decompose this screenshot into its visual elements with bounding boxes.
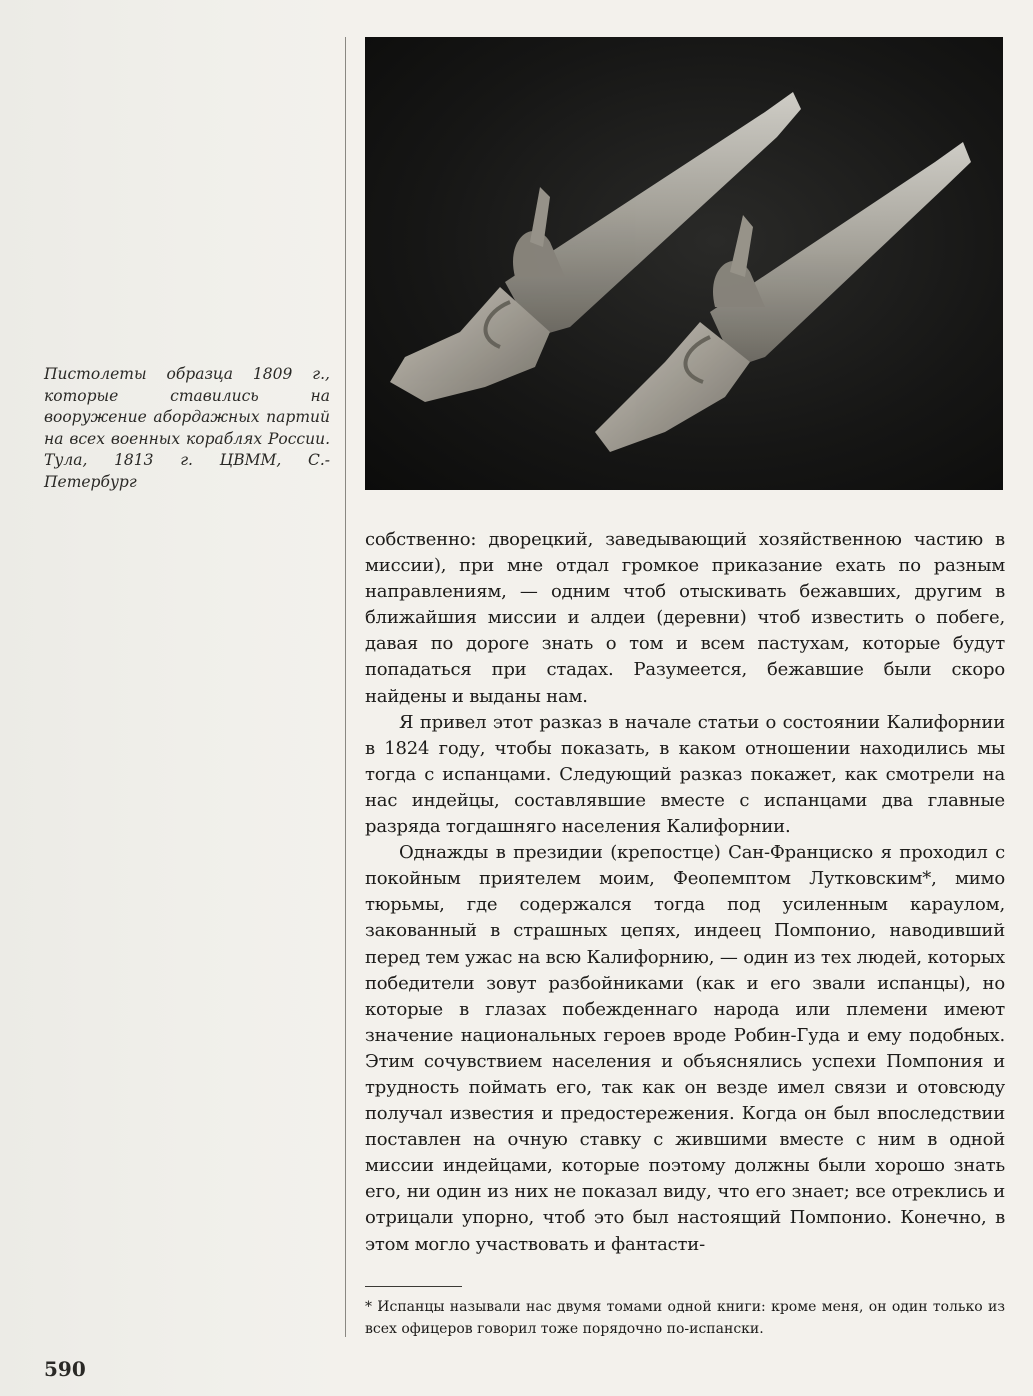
page-number: 590 xyxy=(44,1357,86,1381)
paragraph: Я привел этот разказ в начале статьи о состоянии Калифорнии в 1824 году, чтобы показать, в каком отношении находились мы тогда с испанцами. Следующий разказ покажет, как смотрели на нас индейцы, составлявшие вместе с испанцами два главные разряда тогдашняго населения Калифорнии. xyxy=(365,711,1005,838)
paragraph: собственно: дворецкий, заведывающий хозяйственною частию в миссии), при мне отдал громкое приказание ехать по разным направлениям, — одним чтоб отыскивать бежавших, другим в ближайшия миссии и алдеи (деревни) чтоб известить о побеге, давая по дороге знать о том и всем пастухам, которые будут попадаться при стадах. Разумеется, бежавшие были скоро найдены и выданы нам. xyxy=(365,529,1005,707)
pistols-photo xyxy=(365,37,1003,490)
left-margin-area xyxy=(0,0,340,1396)
footnote: * Испанцы называли нас двумя томами одной книги: кроме меня, он один только из всех офицеров говорил тоже порядочно по-испански. xyxy=(365,1299,1005,1337)
main-text xyxy=(365,527,1005,1258)
photo-caption: Пистолеты образца 1809 г., которые ставились на вооружение абордажных партий на всех военных кораблях России. Тула, 1813 г. ЦВММ, С.-Петербург xyxy=(44,365,330,491)
footnote-rule xyxy=(365,1286,462,1287)
column-divider xyxy=(345,37,346,1337)
paragraph: Однажды в президии (крепостце) Сан-Франциско я проходил с покойным приятелем моим, Феопемптом Лутковским*, мимо тюрьмы, где содержался тогда под усиленным караулом, закованный в страшных цепях, индеец Помпонио, наводивший перед тем ужас на всю Калифорнию, — один из тех людей, которых победители зовут разбойниками (как и его звали испанцы), но которые в глазах побежденнаго народа или племени имеют значение национальных героев вроде Робин-Гуда и ему подобных. Этим сочувствием населения и объяснялись успехи Помпония и трудность поймать его, так как он везде имел связи и отовсюду получал известия и предостережения. Когда он был впоследствии поставлен на очную ставку с жившими вместе с ним в одной миссии индейцами, которые поэтому должны были хорошо знать его, ни один из них не показал виду, что его знает; все отреклись и отрицали упорно, чтоб это был настоящий Помпонио. Конечно, в этом могло участвовать и фантасти- xyxy=(365,842,1005,1255)
